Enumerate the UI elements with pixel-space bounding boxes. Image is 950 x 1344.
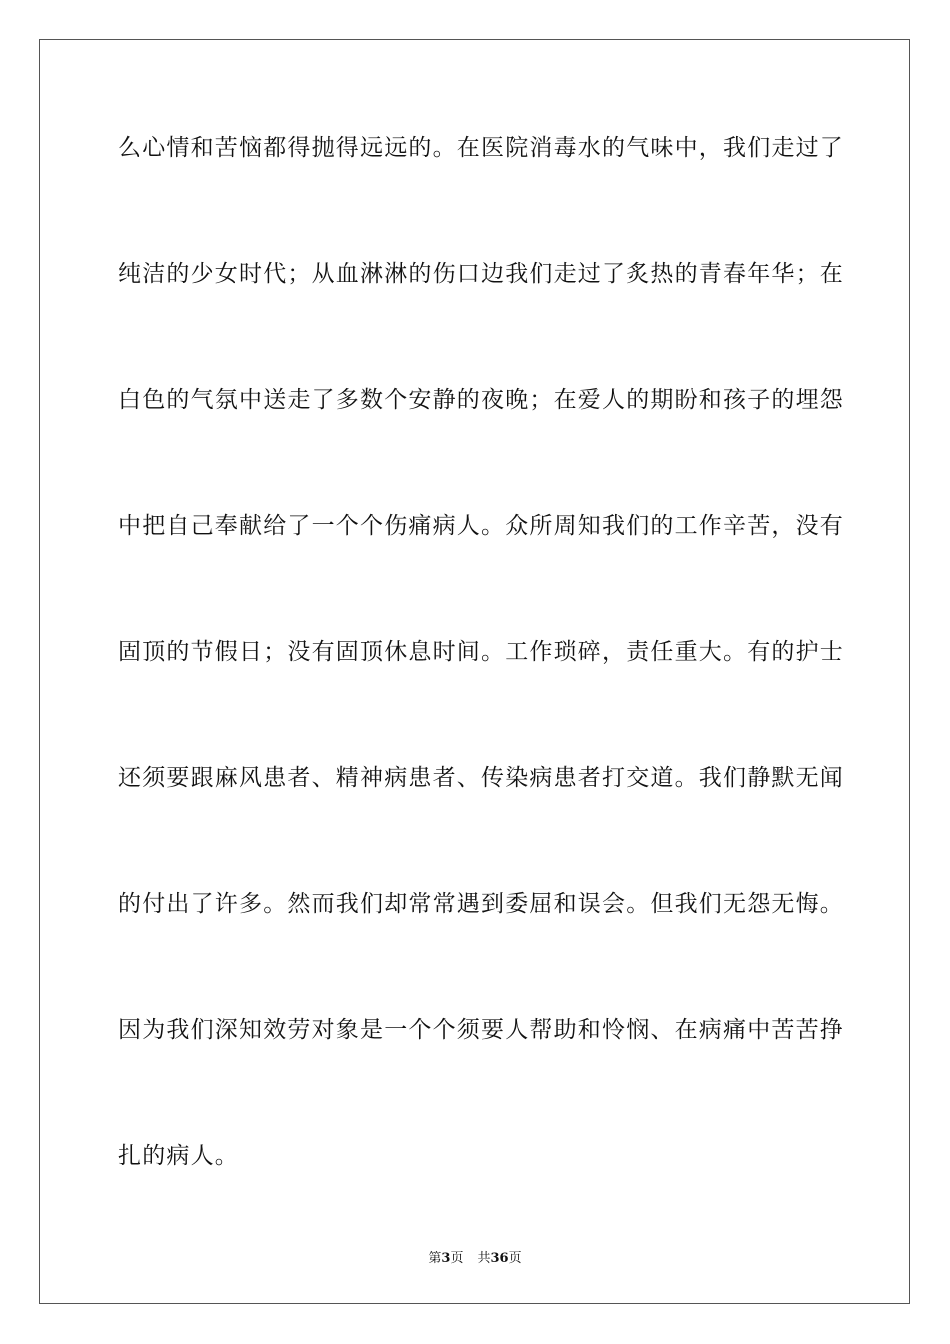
text-line: 中把自己奉献给了一个个伤痛病人。众所周知我们的工作辛苦，没有 bbox=[118, 513, 844, 539]
page-prefix: 第 bbox=[428, 1251, 442, 1266]
total-pages-number: 36 bbox=[490, 1251, 509, 1266]
page-footer bbox=[0, 1247, 950, 1266]
text-line: 固顶的节假日；没有固顶休息时间。工作琐碎，责任重大。有的护士 bbox=[118, 639, 844, 665]
body-text bbox=[118, 128, 844, 1262]
text-line: 扎的病人。 bbox=[118, 1143, 239, 1169]
text-line: 因为我们深知效劳对象是一个个须要人帮助和怜悯、在病痛中苦苦挣 bbox=[118, 1017, 844, 1043]
current-page-number: 3 bbox=[441, 1251, 451, 1266]
text-line: 么心情和苦恼都得抛得远远的。在医院消毒水的气味中，我们走过了 bbox=[118, 135, 844, 161]
total-prefix: 共 bbox=[477, 1251, 491, 1266]
total-suffix: 页 bbox=[508, 1251, 522, 1266]
text-line: 白色的气氛中送走了多数个安静的夜晚；在爱人的期盼和孩子的埋怨 bbox=[118, 387, 844, 413]
text-line: 还须要跟麻风患者、精神病患者、传染病患者打交道。我们静默无闻 bbox=[118, 765, 844, 791]
text-line: 纯洁的少女时代；从血淋淋的伤口边我们走过了炙热的青春年华；在 bbox=[118, 261, 844, 287]
text-line: 的付出了许多。然而我们却常常遇到委屈和误会。但我们无怨无悔。 bbox=[118, 891, 844, 917]
page-suffix: 页 bbox=[450, 1251, 464, 1266]
